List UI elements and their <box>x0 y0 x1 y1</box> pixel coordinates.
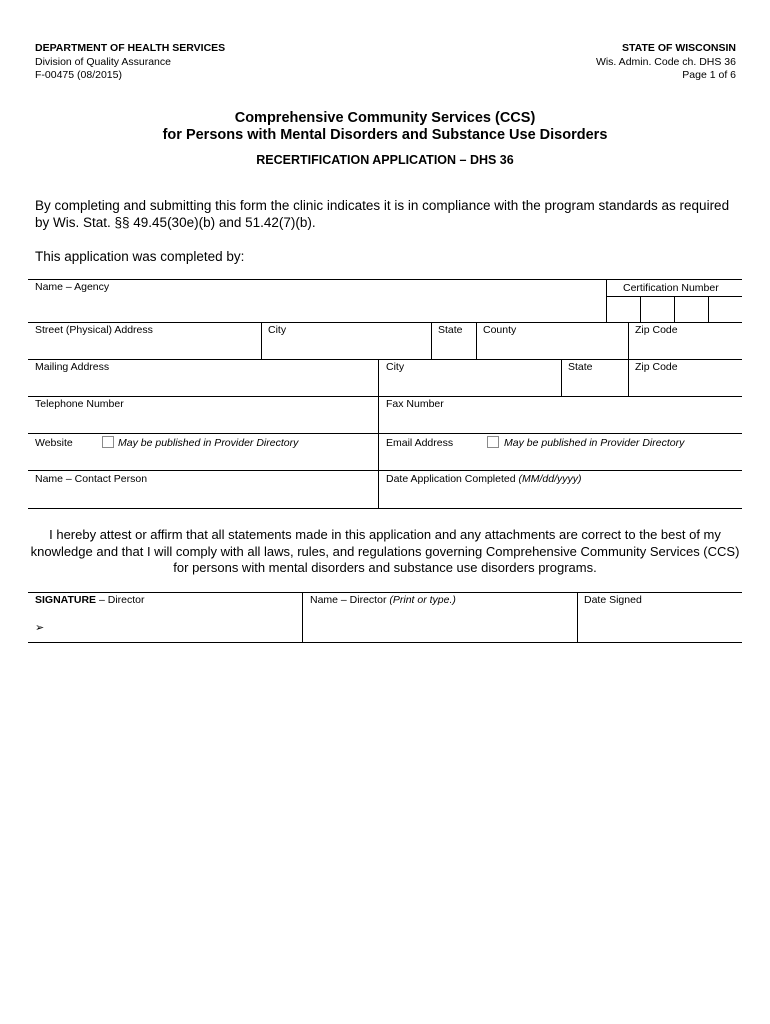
date-completed-label <box>386 473 582 485</box>
row-divider <box>28 396 742 397</box>
email-publish-note: May be published in Provider Directory <box>504 437 685 449</box>
date-completed-text: Date Application Completed <box>386 473 519 485</box>
cert-digit-divider <box>674 296 675 322</box>
header-left <box>35 42 225 83</box>
print-note: (Print or type.) <box>389 594 456 606</box>
date-signed-label: Date Signed <box>584 594 642 606</box>
division-name: Division of Quality Assurance <box>35 55 171 68</box>
form-top-border <box>28 279 742 280</box>
mailing-address-label: Mailing Address <box>35 361 110 373</box>
contact-person-label: Name – Contact Person <box>35 473 148 485</box>
website-publish-checkbox[interactable] <box>102 436 114 448</box>
signature-top-border <box>28 592 742 593</box>
email-publish-checkbox[interactable] <box>487 436 499 448</box>
page-title-line2: for Persons with Mental Disorders and Substance Use Disorders <box>162 127 608 143</box>
cert-box-left <box>606 279 607 322</box>
cert-digit-divider <box>708 296 709 322</box>
street-address-label: Street (Physical) Address <box>35 324 153 336</box>
completed-by-text: This application was completed by: <box>35 249 245 264</box>
col-divider <box>431 322 432 359</box>
department-name: DEPARTMENT OF HEALTH SERVICES <box>35 42 226 54</box>
header-right <box>596 42 736 83</box>
zip-code-label: Zip Code <box>635 324 678 336</box>
name-agency-label: Name – Agency <box>35 281 110 293</box>
mailing-city-label: City <box>386 361 405 373</box>
page-number: Page 1 of 6 <box>682 69 736 81</box>
city-label: City <box>268 324 287 336</box>
row-divider <box>28 322 742 323</box>
website-publish-note: May be published in Provider Directory <box>118 437 299 449</box>
col-divider <box>302 592 303 642</box>
cert-digit-divider <box>640 296 641 322</box>
attestation-text: I hereby attest or affirm that all statements made in this application and any attachments are correct to the best of my knowledge and that I will comply with all laws, rules, and regulations governing Comprehensive Community Services (CCS) for persons with mental disorders and substance use disorders programs. <box>30 527 740 575</box>
col-divider <box>378 359 379 508</box>
col-divider <box>261 322 262 359</box>
col-divider <box>628 359 629 396</box>
mailing-zip-label: Zip Code <box>635 361 678 373</box>
county-label: County <box>483 324 517 336</box>
page-title-line1: Comprehensive Community Services (CCS) <box>234 110 536 126</box>
state-label: State <box>438 324 463 336</box>
col-divider <box>628 322 629 359</box>
intro-text: By completing and submitting this form the clinic indicates it is in compliance with the program standards as required by Wis. Stat. §§ 49.45(30e)(b) and 51.42(7)(b). <box>35 198 730 230</box>
col-divider <box>561 359 562 396</box>
email-label: Email Address <box>386 437 454 449</box>
certification-number-label: Certification Number <box>623 282 719 294</box>
name-director-text: Name – Director <box>310 594 390 606</box>
mailing-state-label: State <box>568 361 593 373</box>
row-divider <box>28 359 742 360</box>
telephone-label: Telephone Number <box>35 398 124 410</box>
admin-code: Wis. Admin. Code ch. DHS 36 <box>595 55 736 68</box>
signature-suffix: – Director <box>96 594 145 606</box>
row-divider <box>28 470 742 471</box>
website-label: Website <box>35 437 73 449</box>
form-number: F-00475 (08/2015) <box>35 69 122 81</box>
form-bottom-border <box>28 508 742 509</box>
state-name: STATE OF WISCONSIN <box>622 42 736 54</box>
signature-bottom-border <box>28 642 742 643</box>
date-format-hint: (MM/dd/yyyy) <box>518 473 582 485</box>
signature-director-label <box>35 594 145 606</box>
col-divider <box>476 322 477 359</box>
fax-label: Fax Number <box>386 398 444 410</box>
signature-label: SIGNATURE <box>35 594 97 606</box>
row-divider <box>28 433 742 434</box>
col-divider <box>577 592 578 642</box>
page-subtitle: RECERTIFICATION APPLICATION – DHS 36 <box>256 153 514 167</box>
name-director-label <box>310 594 456 606</box>
arrow-icon: ➢ <box>35 622 45 634</box>
